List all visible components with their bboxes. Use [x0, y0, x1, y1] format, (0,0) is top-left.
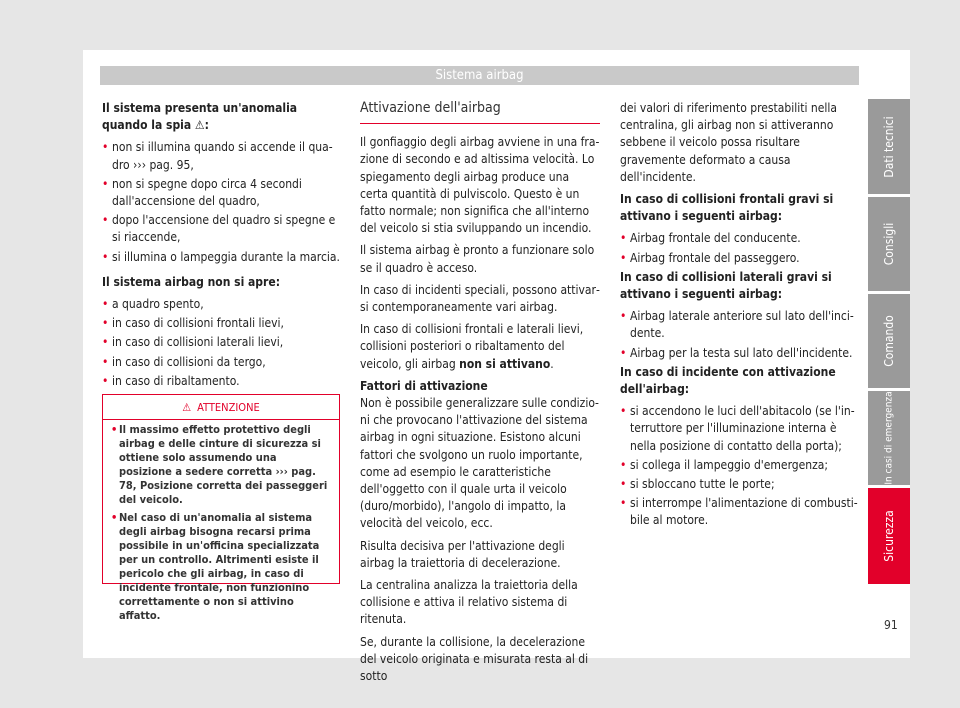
list-item: • Airbag frontale del passeggero.: [620, 250, 860, 267]
bullet-icon: •: [620, 231, 627, 246]
intro-text: Il sistema presenta un'anomalia quando la spia ⚠:: [102, 101, 298, 133]
bullet-icon: •: [620, 404, 627, 419]
paragraph: In caso di incidenti speciali, possono attivarsi contemporaneamente vari airbag.: [360, 282, 600, 315]
bullet-icon: •: [620, 477, 627, 492]
list-item: • in caso di collisioni da tergo,: [102, 354, 340, 371]
side-tabs: [868, 99, 910, 587]
subheading-incident: In caso di incidente con attivazione dell'airbag:: [620, 364, 836, 397]
page-number: 91: [884, 618, 898, 632]
paragraph: dei valori di riferimento prestabiliti nella centralina, gli airbag non si attiveranno sebbene il veicolo possa risultare gravemente deformato a causa dell'incidente.: [620, 101, 838, 184]
warning-header: [111, 401, 331, 415]
list-item: • Nel caso di un'anomalia al sistema degli airbag bisogna recarsi prima possibile in un'officina specializzata per un controllo. Altrimenti esiste il pericolo che gli airbag, in caso di incidente frontale, non funzionino correttamente o non si attivino affatto.: [111, 511, 320, 622]
bullet-icon: •: [620, 250, 627, 265]
side-tab-consigli[interactable]: Consigli: [868, 197, 910, 291]
list-item: • si illumina o lampeggia durante la marcia.: [102, 249, 340, 266]
list-item: • in caso di collisioni frontali lievi,: [102, 315, 340, 332]
list-item: • Airbag frontale del conducente.: [620, 230, 860, 247]
list-item: • Airbag laterale anteriore sul lato dell'incidente.: [620, 309, 854, 341]
list-item: • dopo l'accensione del quadro si spegne e si riaccende,: [102, 213, 336, 245]
heading-not-open: Il sistema airbag non si apre:: [102, 274, 281, 289]
side-tab-sicurezza[interactable]: Sicurezza: [868, 488, 910, 584]
warning-title: ATTENZIONE: [197, 401, 260, 414]
list-item: • Il massimo effetto protettivo degli airbag e delle cinture di sicurezza si ottiene solo assumendo una posizione a sedere corretta ››› pag. 78, Posizione corretta dei passeggeri del veicolo.: [111, 423, 328, 506]
bullet-icon: •: [111, 511, 118, 524]
section-title: Attivazione dell'airbag: [360, 100, 600, 124]
bullet-icon: •: [102, 176, 109, 191]
bullet-icon: •: [102, 249, 109, 264]
paragraph: Il gonfiaggio degli airbag avviene in una frazione di secondo e ad altissima velocità. Lo spiegamento degli airbag produce una certa quantità di pulviscolo. Questo è un fatto normale; non significa che all'interno del veicolo si stia sviluppando un incendio.: [360, 135, 600, 236]
page-header: Sistema airbag: [100, 66, 859, 85]
bullet-icon: •: [102, 373, 109, 388]
side-tab-comando[interactable]: Comando: [868, 294, 910, 388]
subheading-frontal: In caso di collisioni frontali gravi si attivano i seguenti airbag:: [620, 192, 834, 224]
list-item: • non si spegne dopo circa 4 secondi dall'accensione del quadro,: [102, 176, 302, 209]
list-item: • Airbag per la testa sul lato dell'incidente.: [620, 345, 860, 362]
bullet-icon: •: [102, 297, 109, 312]
bullet-icon: •: [102, 316, 109, 331]
bullet-icon: •: [620, 309, 627, 324]
paragraph: Non è possibile generalizzare sulle condizioni che provocano l'attivazione del sistema airbag in ogni situazione. Esistono alcuni fattori che svolgono un ruolo importante, come ad esempio le caratteristiche dell'oggetto con il quale urta il veicolo (duro/morbido), l'angolo di impatto, la velocità del veicolo, ecc.: [360, 396, 599, 531]
bullet-icon: •: [102, 335, 109, 350]
list-item: • in caso di collisioni laterali lievi,: [102, 334, 340, 351]
subheading-fattori: Fattori di attivazione: [360, 378, 488, 393]
bullet-icon: •: [102, 140, 109, 155]
bullet-icon: •: [620, 457, 627, 472]
warning-icon: ⚠: [182, 401, 192, 414]
subheading-lateral: In caso di collisioni laterali gravi si attivano i seguenti airbag:: [620, 269, 832, 302]
bullet-icon: •: [102, 213, 109, 228]
paragraph: Se, durante la collisione, la decelerazione del veicolo originata e misurata resta al di sotto: [360, 634, 589, 684]
warning-box: [102, 394, 340, 622]
bullet-icon: •: [102, 354, 109, 369]
column-right: [620, 100, 860, 532]
list-item: • non si illumina quando si accende il quadro ››› pag. 95,: [102, 140, 333, 172]
paragraph: Risulta decisiva per l'attivazione degli airbag la traiettoria di decelerazione.: [360, 538, 565, 570]
paragraph: Il sistema airbag è pronto a funzionare solo se il quadro è acceso.: [360, 243, 595, 275]
paragraph: La centralina analizza la traiettoria della collisione e attiva il relativo sistema di ritenuta.: [360, 578, 578, 627]
bullet-icon: •: [620, 345, 627, 360]
column-middle: [360, 100, 600, 690]
list-item: • si accendono le luci dell'abitacolo (se l'interruttore per l'illuminazione interna è nella posizione di contatto della porta);: [620, 404, 855, 453]
list-item: • a quadro spento,: [102, 296, 340, 313]
paragraph: In caso di collisioni frontali e laterali lievi, collisioni posteriori o ribaltamento del veicolo, gli airbag non si attivano.: [360, 322, 584, 371]
bullet-icon: •: [620, 496, 627, 511]
side-tab-dati-tecnici[interactable]: Dati tecnici: [868, 99, 910, 194]
list-item: • si collega il lampeggio d'emergenza;: [620, 457, 860, 474]
bullet-icon: •: [111, 423, 118, 436]
list-item: • in caso di ribaltamento.: [102, 373, 340, 390]
list-item: • si sbloccano tutte le porte;: [620, 476, 860, 493]
column-left: [102, 100, 340, 392]
list-item: • si interrompe l'alimentazione di combustibile al motore.: [620, 496, 858, 528]
side-tab-in-casi-di-emergenza[interactable]: In casi di emergenza: [868, 391, 910, 485]
